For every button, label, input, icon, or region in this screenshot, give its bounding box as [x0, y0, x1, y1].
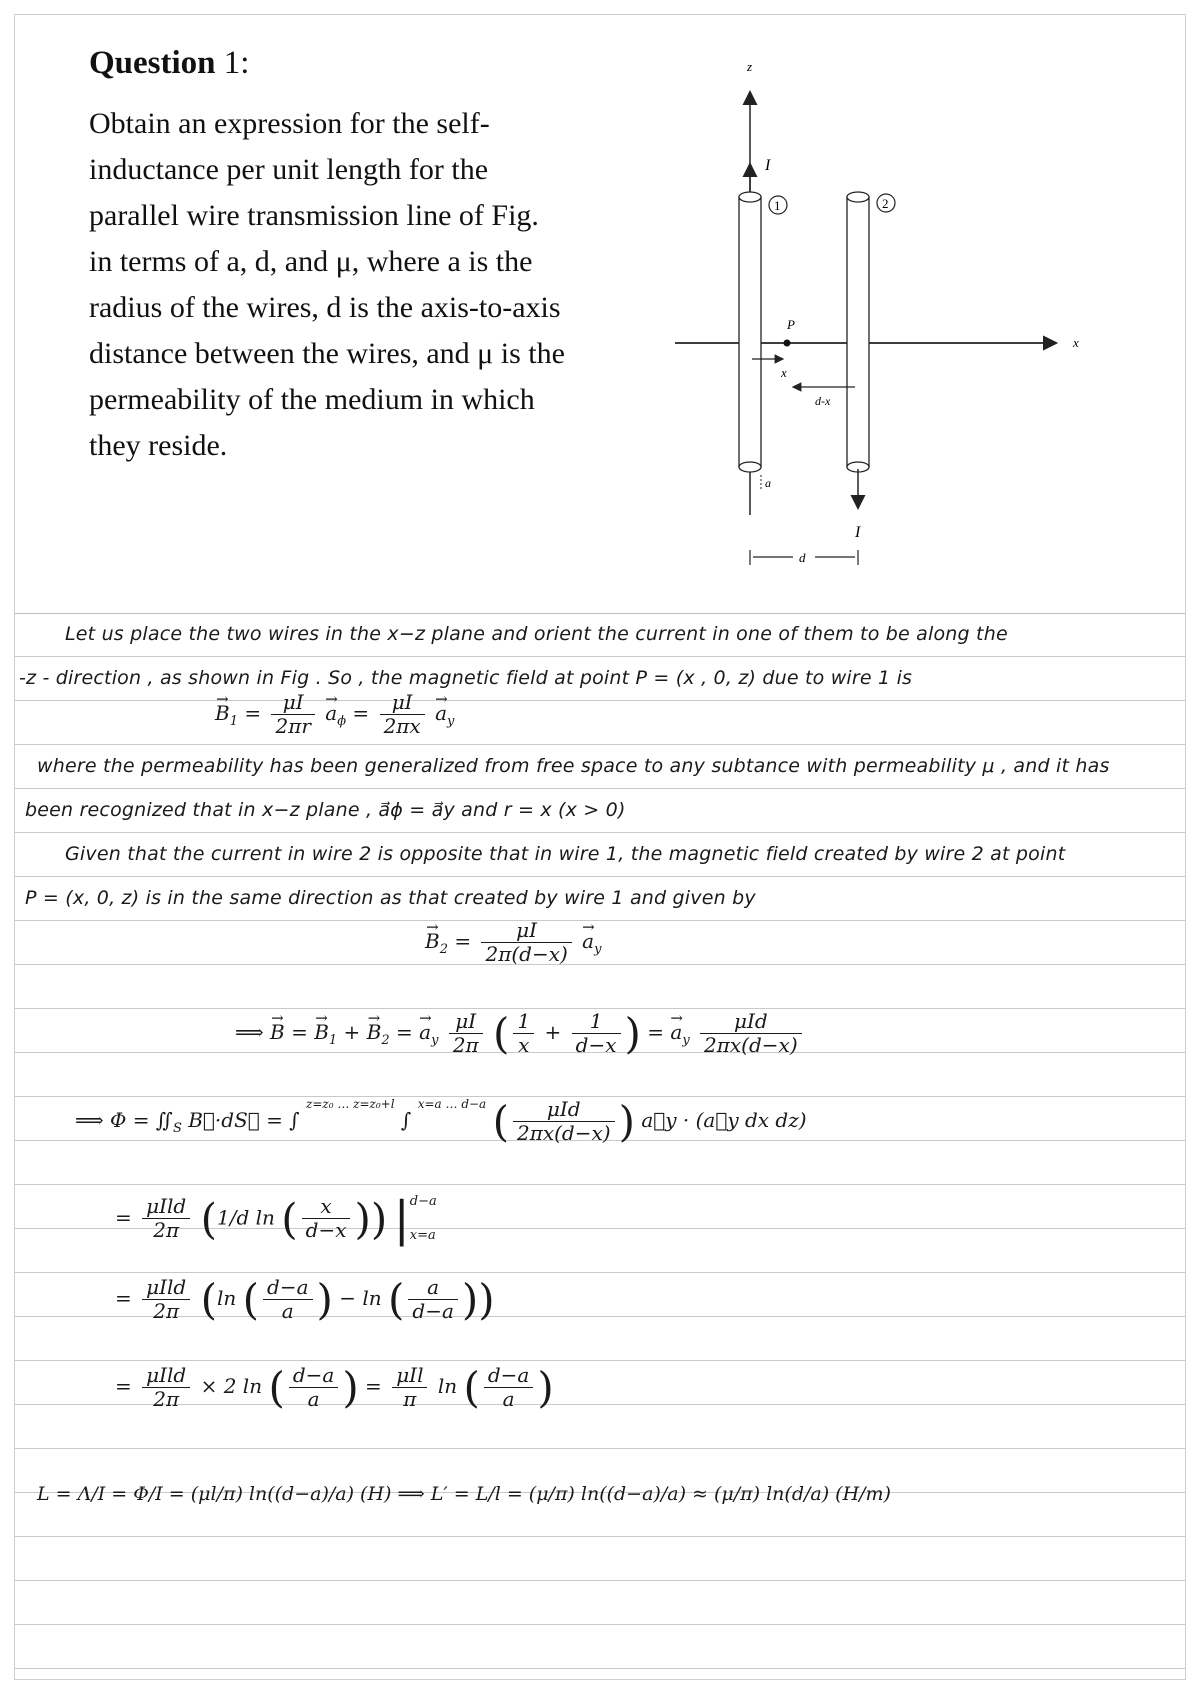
question-title-number: 1: [215, 45, 250, 81]
solution-line: -z - direction , as shown in Fig . So , the magnetic field at point P = (x , 0, z) due to wire 1 is [19, 667, 913, 689]
transmission-line-figure [675, 45, 1175, 605]
current-label-top: I [765, 157, 771, 174]
page-sheet [14, 14, 1186, 1680]
x-distance-label: x [781, 365, 787, 380]
question-line: permeability of the medium in which [89, 383, 535, 416]
solution-line: where the permeability has been generalized from free space to any subtance with permeability μ , and it has [37, 755, 1110, 777]
d-distance-label: d [799, 550, 806, 565]
point-p-label: P [787, 317, 795, 332]
radius-label: a [765, 476, 771, 490]
equation-flux-step1: = $\frac{\text{μIld}}{2\pi}$ (1/d ln ( $\frac{x}{d-x}$ )) | d−a x=a [115, 1190, 437, 1247]
question-line: radius of the wires, d is the axis-to-axis [89, 291, 561, 324]
x-axis-label: x [1073, 335, 1079, 350]
solution-line: been recognized that in x−z plane , a⃗ϕ = a⃗y and r = x (x > 0) [25, 799, 626, 821]
equation-final-inductance: L = Λ/I = Φ/I = (μl/π) ln((d−a)/a) (H) ⟹ L′ = L/l = (μ/π) ln((d−a)/a) ≈ (μ/π) ln(d/a) (H/m) [37, 1483, 891, 1505]
solution-line: P = (x, 0, z) is in the same direction as that created by wire 1 and given by [25, 887, 756, 909]
solution-line: Given that the current in wire 2 is opposite that in wire 1, the magnetic field created by wire 2 at point [65, 843, 1066, 865]
equation-flux-step3: = $\frac{\text{μIld}}{2\pi}$ × 2 ln ( $\frac{d-a}{a}$ ) = $\frac{\text{μIl}}{\pi}$ ln ( $\frac{d-a}{a}$ ) [115, 1363, 554, 1412]
z-axis-label: z [747, 59, 753, 74]
solution-panel [15, 613, 1185, 1679]
wire-1 [739, 197, 761, 467]
question-line: parallel wire transmission line of Fig. [89, 199, 539, 232]
question-line: Obtain an expression for the self- [89, 107, 490, 140]
equation-b1: → $B_1$ = $\frac{\mu I}{2\pi r}$ → $a_\phi$ = $\frac{\mu I}{2\pi x}$ → $a_y$ [215, 691, 454, 738]
question-line: distance between the wires, and μ is the [89, 337, 565, 370]
wire-2-tag: 2 [882, 196, 889, 211]
solution-line: Let us place the two wires in the x−z plane and orient the current in one of them to be along the [65, 623, 1008, 645]
question-text [89, 101, 649, 469]
equation-b2: → $B_2$ = $\frac{\mu I}{2\pi(d-x)}$ → $a_y$ [425, 919, 601, 966]
dx-distance-label: d-x [815, 394, 831, 408]
question-line: inductance per unit length for the [89, 153, 489, 186]
question-title [89, 45, 249, 82]
equation-flux: ⟹ $\Phi = ∬_S$ B⃗·dS⃗ = ∫ $^{z=z_0 \dots z=z_0+l}$ ∫ $^{x=a \dots d-a}$ ( $\frac{\text{μId}}{2\pi x(d-x)}$ ) a⃗y · (a⃗y dx dz) [75, 1097, 807, 1146]
equation-b-sum: ⟹ → B = → $B_1$ + → $B_2$ = → $a_y$ $\frac{\mu I}{2\pi}$ ( $\frac{1}{x}$ + $\frac{1}{d-x}$ ) = → $a_y$ $\frac{\text{μId}}{2\pi x(d-x)}$ [235, 1009, 806, 1058]
equation-flux-step2: = $\frac{\text{μIld}}{2\pi}$ (ln ( $\frac{d-a}{a}$ ) − ln ( $\frac{a}{d-a}$ )) [115, 1275, 495, 1324]
question-line: they reside. [89, 429, 228, 462]
wire-1-tag: 1 [774, 198, 781, 213]
question-panel [15, 15, 1185, 614]
question-title-bold: Question [89, 45, 216, 81]
current-label-bottom: I [855, 524, 861, 541]
wire-2 [847, 197, 869, 467]
question-line: in terms of a, d, and μ, where a is the [89, 245, 533, 278]
point-p [784, 340, 791, 347]
